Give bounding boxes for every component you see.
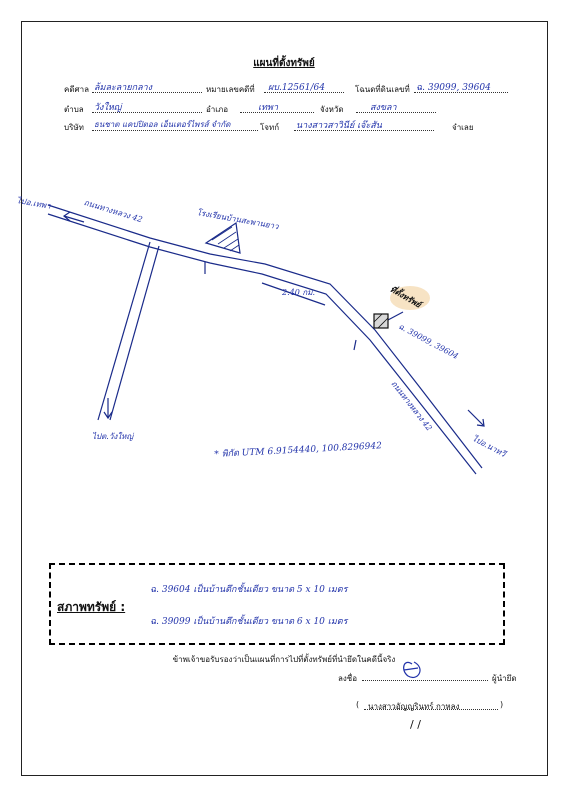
province-label: จังหวัด xyxy=(320,105,344,114)
distance-label: 2.40 กม. xyxy=(282,288,316,297)
to-nathawi-label: ไปอ.นาทวี xyxy=(470,433,508,459)
sign-suffix: ผู้นำยึด xyxy=(492,674,517,683)
target-pointer xyxy=(388,312,403,320)
road-label-top: ถนนทางหลวง 42 xyxy=(82,197,144,225)
plaintiff-suffix: โจทก์ xyxy=(260,123,280,132)
road-label-right: ถนนทางหลวง 42 xyxy=(389,379,434,433)
branch-road-edge-a xyxy=(98,242,150,420)
signer-name: นางสาวอัญญรินทร์ กาหลง xyxy=(368,702,460,711)
black-no-label: หมายเลขคดีที่ xyxy=(206,85,255,94)
property-line-1: ฉ. 39604 เป็นบ้านตึกชั้นเดียว ขนาด 5 x 10 เมตร xyxy=(150,585,348,595)
to-thepha-label: ไปอ.เทพา xyxy=(16,195,52,211)
sign-label: ลงชื่อ xyxy=(338,674,358,683)
black-no-value: ผบ.12561/64 xyxy=(268,83,325,93)
distance-tick-end xyxy=(354,340,356,350)
utm-coordinates: * พิกัด UTM 6.9154440, 100.8296942 xyxy=(214,441,383,460)
amphoe-label: อำเภอ xyxy=(206,105,229,114)
defendant-value: นางสาวสาวินีย์ เจ๊ะสัน xyxy=(296,121,382,131)
deed-note-label: ฉ. 39099, 39604 xyxy=(396,321,460,361)
case-label: คดีศาล xyxy=(64,85,90,94)
property-heading: สภาพทรัพย์ : xyxy=(57,600,126,614)
school-landmark-triangle xyxy=(206,223,240,253)
to-wangyai-label: ไปต.วังใหญ่ xyxy=(92,432,134,441)
company-label: บริษัท xyxy=(64,123,84,132)
deed-label: โฉนดที่ดินเลขที่ xyxy=(355,85,410,94)
name-underline xyxy=(364,709,498,710)
branch-road-edge-b xyxy=(110,246,159,420)
target-label: ที่ตั้งทรัพย์ xyxy=(388,283,423,310)
certification-text: ข้าพเจ้าขอรับรองว่าเป็นแผนที่การไปที่ตั้งทรัพย์ที่นำยึดในคดีนี้จริง xyxy=(172,655,396,664)
arrow-right xyxy=(468,410,484,426)
page-title: แผนที่ตั้งทรัพย์ xyxy=(253,58,315,69)
tambon-label: ตำบล xyxy=(64,105,84,114)
date-field: / / xyxy=(410,718,421,731)
province-value: สงขลา xyxy=(370,103,397,113)
landmark-label: โรงเรียนบ้านสะพานยาว xyxy=(196,207,280,232)
deed-value: ฉ. 39099, 39604 xyxy=(416,83,491,93)
case-value: ล้มละลายกลาง xyxy=(94,83,153,93)
company-value: ธนชาต แคปปิตอล เอ็นเตอร์ไพรส์ จำกัด xyxy=(94,120,231,129)
property-marker xyxy=(374,314,388,328)
property-line-2: ฉ. 39099 เป็นบ้านตึกชั้นเดียว ขนาด 6 x 10 เมตร xyxy=(150,617,348,627)
name-open-paren: ( xyxy=(356,700,360,709)
tambon-value: วังใหญ่ xyxy=(94,103,122,113)
defendant-suffix: จำเลย xyxy=(452,123,474,132)
amphoe-value: เทพา xyxy=(258,103,278,113)
name-close-paren: ) xyxy=(500,700,504,709)
sign-underline xyxy=(362,680,488,681)
